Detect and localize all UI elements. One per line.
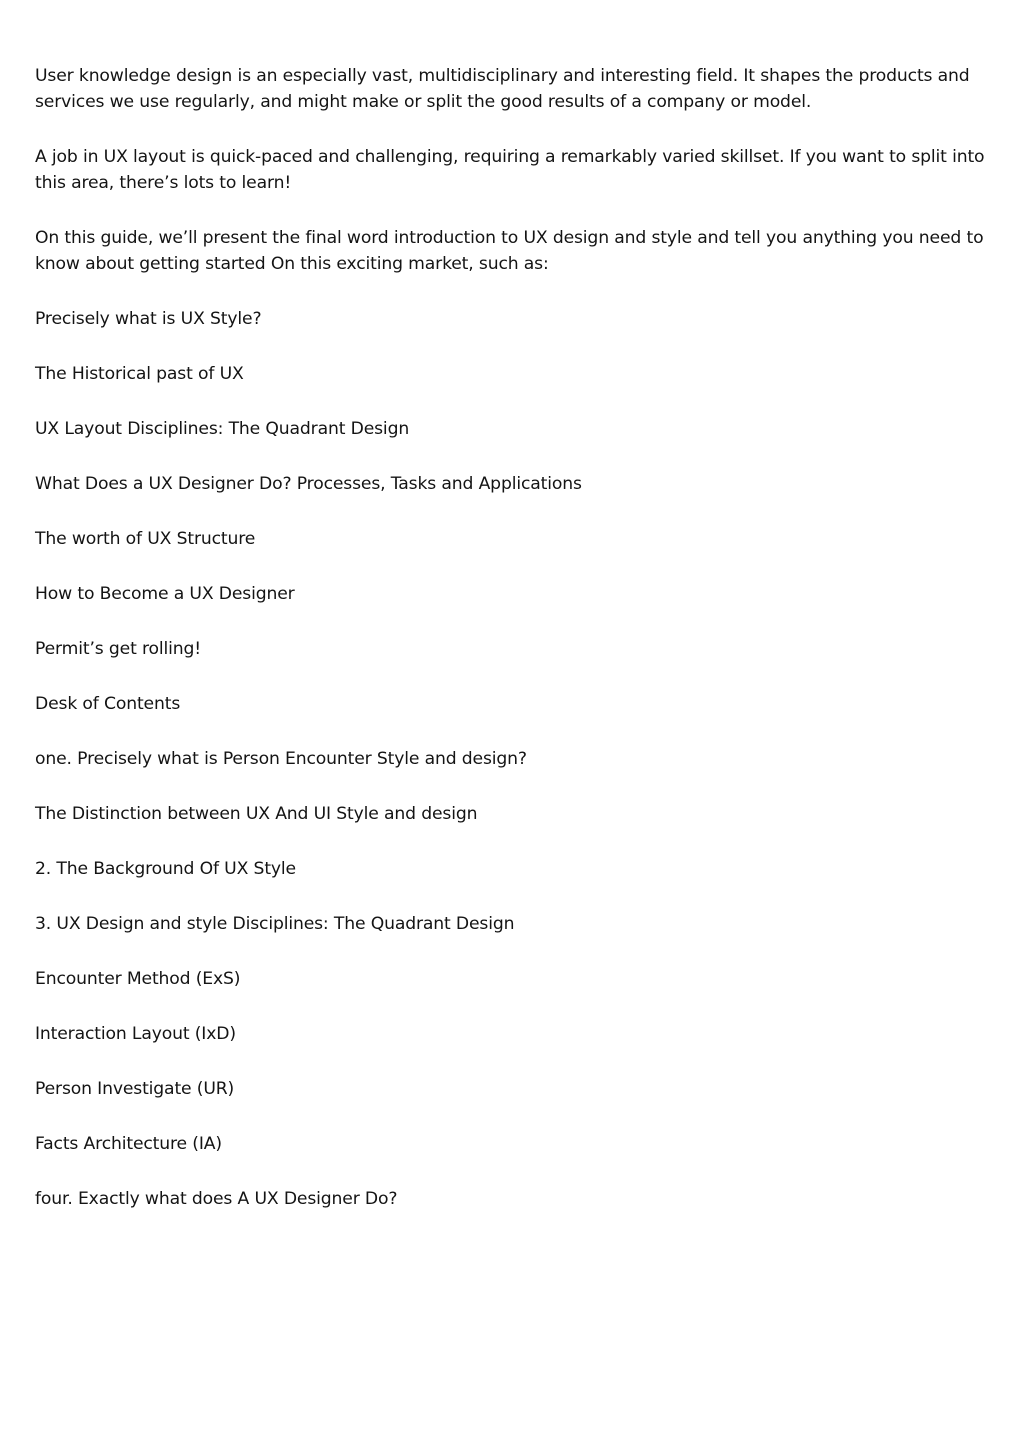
topic-item: The worth of UX Structure (35, 529, 256, 549)
topic-item: Permit’s get rolling! (35, 639, 201, 659)
toc-item: Person Investigate (UR) (35, 1079, 235, 1099)
toc-item: Facts Architecture (IA) (35, 1134, 222, 1154)
topic-item: The Historical past of UX (35, 364, 244, 384)
topic-item: Precisely what is UX Style? (35, 309, 262, 329)
toc-item: four. Exactly what does A UX Designer Do? (35, 1189, 398, 1209)
toc-item: The Distinction between UX And UI Style and design (35, 804, 478, 824)
toc-item: 3. UX Design and style Disciplines: The Quadrant Design (35, 914, 515, 934)
intro-paragraph-1: User knowledge design is an especially vast, multidisciplinary and interesting field. It shapes the products and services we use regularly, and might make or split the good results of a company or model. (35, 66, 970, 112)
toc-item: Encounter Method (ExS) (35, 969, 241, 989)
document-body (35, 63, 985, 1241)
intro-paragraph-3: On this guide, we’ll present the final word introduction to UX design and style and tell you anything you need to know about getting started On this exciting market, such as: (35, 228, 984, 274)
toc-item: one. Precisely what is Person Encounter Style and design? (35, 749, 527, 769)
topic-list (35, 306, 985, 662)
toc-heading: Desk of Contents (35, 694, 181, 714)
toc-item: Interaction Layout (IxD) (35, 1024, 236, 1044)
topic-item: What Does a UX Designer Do? Processes, Tasks and Applications (35, 474, 582, 494)
toc-list (35, 746, 985, 1212)
topic-item: How to Become a UX Designer (35, 584, 295, 604)
topic-item: UX Layout Disciplines: The Quadrant Design (35, 419, 410, 439)
toc-item: 2. The Background Of UX Style (35, 859, 296, 879)
intro-paragraph-2: A job in UX layout is quick-paced and challenging, requiring a remarkably varied skillset. If you want to split into this area, there’s lots to learn! (35, 147, 985, 193)
